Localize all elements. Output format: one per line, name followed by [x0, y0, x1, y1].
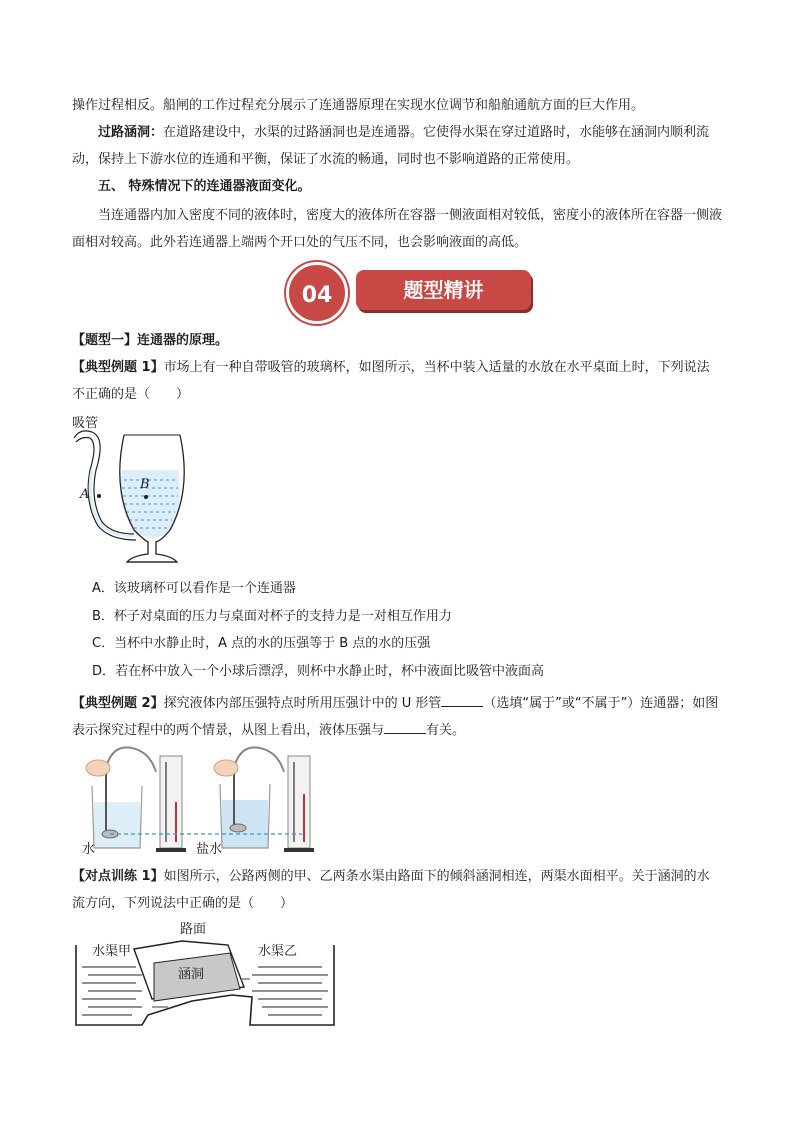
- section-title: 题型精讲: [356, 270, 531, 310]
- culvert-title: 过路涵洞：: [98, 125, 164, 140]
- option-d: D．若在杯中放入一个小球后漂浮，则杯中水静止时，杯中液面比吸管中液面高: [92, 664, 545, 679]
- point-a-label: A: [80, 487, 90, 502]
- glass-cup-figure: [72, 430, 212, 570]
- option-a: A．该玻璃杯可以看作是一个连通器: [92, 581, 296, 596]
- example-2-stem-b: （选填“属于”或“不属于”）连通器；如图表示探究过程中的两个情景，从图上看出，液体压强与: [72, 696, 719, 738]
- example-2-tag: 【典型例题 2】: [72, 696, 164, 711]
- culvert-label: 涵洞: [178, 967, 205, 982]
- paragraph-ship-lock: 操作过程相反。船闸的工作过程充分展示了连通器原理在实现水位调节和船舶通航方面的巨大作用。: [72, 98, 645, 113]
- canal-a-label: 水渠甲: [92, 944, 132, 959]
- example-1-tag: 【典型例题 1】: [72, 360, 164, 375]
- example-2: [72, 690, 722, 744]
- option-c: C．当杯中水静止时，A 点的水的压强等于 B 点的水的压强: [92, 636, 431, 651]
- example-1-stem: 市场上有一种自带吸管的玻璃杯，如图所示，当杯中装入适量的水放在水平桌面上时，下列说法不正确的是（ ）: [72, 360, 710, 402]
- training-1-tag: 【对点训练 1】: [72, 869, 164, 884]
- section-banner: [286, 262, 536, 324]
- paragraph-culvert: [72, 119, 722, 173]
- water-label: 水: [82, 842, 96, 857]
- answer-blank-1[interactable]: [441, 706, 483, 707]
- example-2-stem-c: 有关。: [426, 723, 466, 738]
- road-label: 路面: [180, 922, 207, 937]
- option-b: B．杯子对桌面的压力与桌面对杯子的支持力是一对相互作用力: [92, 609, 452, 624]
- culvert-body: 在道路建设中，水渠的过路涵洞也是连通器。它使得水渠在穿过道路时，水能够在涵洞内顺利流动，保持上下游水位的连通和平衡，保证了水流的畅通，同时也不影响道路的正常使用。: [72, 125, 710, 167]
- example-1: [72, 354, 722, 408]
- answer-blank-2[interactable]: [384, 733, 426, 734]
- culvert-figure: [72, 935, 340, 1030]
- canal-b-label: 水渠乙: [258, 944, 298, 959]
- section-number: 04: [286, 262, 348, 324]
- section-five-heading: 五、 特殊情况下的连通器液面变化。: [98, 179, 311, 194]
- paragraph-density: 当连通器内加入密度不同的液体时，密度大的液体所在容器一侧液面相对较低，密度小的液体所在容器一侧液面相对较高。此外若连通器上端两个开口处的气压不同，也会影响液面的高低。: [72, 208, 723, 250]
- straw-label: 吸管: [72, 416, 99, 431]
- training-1-stem: 如图所示，公路两侧的甲、乙两条水渠由路面下的倾斜涵洞相连，两渠水面相平。关于涵洞的水流方向，下列说法中正确的是（ ）: [72, 869, 710, 911]
- example-2-stem-a: 探究液体内部压强特点时所用压强计中的 U 形管: [163, 696, 442, 711]
- training-1: [72, 863, 722, 917]
- point-b-label: B: [140, 477, 150, 492]
- question-type-heading: 【题型一】连通器的原理。: [72, 333, 229, 348]
- saltwater-label: 盐水: [196, 842, 223, 857]
